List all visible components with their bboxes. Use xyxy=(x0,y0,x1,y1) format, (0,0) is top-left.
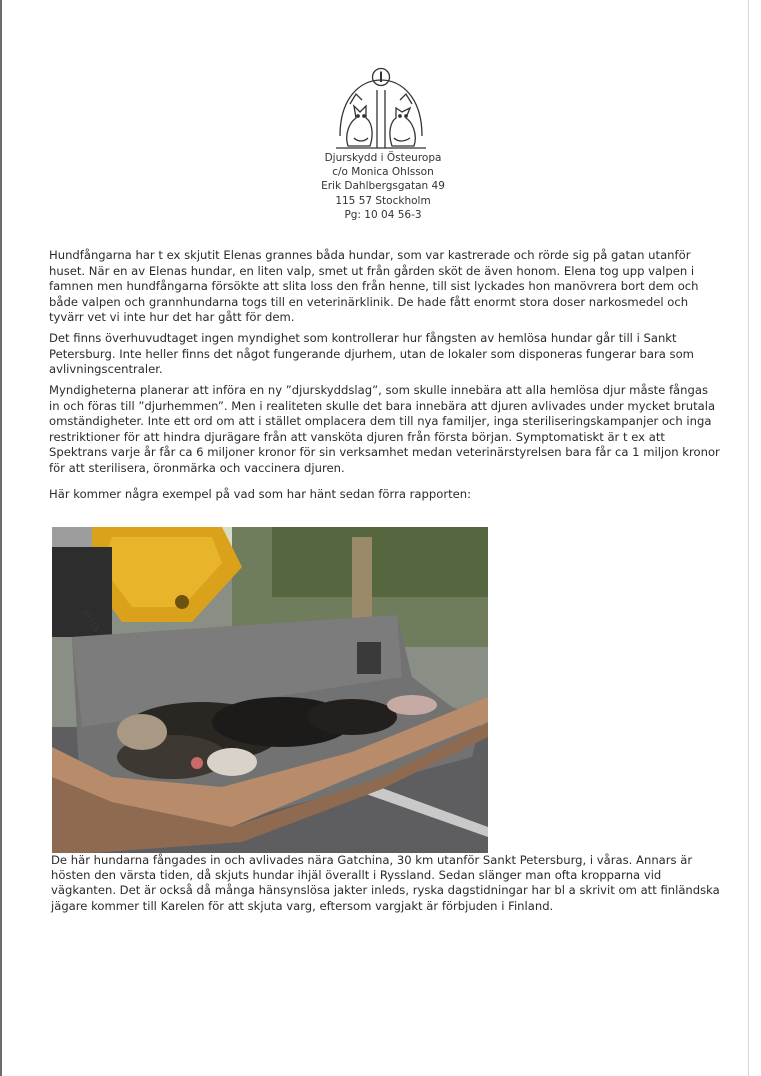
photo-loader-bucket xyxy=(52,527,488,853)
page-edge xyxy=(0,0,2,1076)
paragraph-no-authority: Det finns överhuvudtaget ingen myndighet som kontrollerar hur fångsten av hemlösa hundar går till i Sankt Petersburg. Inte heller finns det något fungerande djurhem, utan de lokaler som disponeras fungerar bara som avlivningscentraler. xyxy=(49,331,694,377)
photo-caption: De här hundarna fångades in och avlivades nära Gatchina, 30 km utanför Sankt Petersburg, i våras. Annars är hösten den värsta tiden, då skjuts hundar ihjäl överallt i Ryssland. Sedan slänger man ofta kropparna vid vägkanten. Det är också då många hänsynslösa jakter inleds, ryska dagstidningar har bl a skrivit om att finländska jägare kommer till Karelen för att skjuta varg, eftersom vargjakt är förbjuden i Finland. xyxy=(51,853,720,913)
giro-number: Pg: 10 04 56-3 xyxy=(344,208,422,221)
organization-logo xyxy=(330,66,432,154)
logo-graphic xyxy=(330,66,432,154)
paragraph-examples-intro: Här kommer några exempel på vad som har hänt sedan förra rapporten: xyxy=(49,487,472,501)
letterhead-address xyxy=(290,151,476,222)
street-address: Erik Dahlbergsgatan 49 xyxy=(321,180,445,193)
page-edge-right xyxy=(748,0,749,1076)
care-of-line: c/o Monica Ohlsson xyxy=(332,166,434,179)
organization-name: Djurskydd i Östeuropa xyxy=(324,152,442,164)
paragraph-dog-catchers: Hundfångarna har t ex skjutit Elenas grannes båda hundar, som var kastrerade och rörde sig på gatan utanför huset. När en av Elenas hundar, en liten valp, smet ut från gården sköt de även honom. Elena tog upp valpen i famnen men hundfångarna försökte att slita loss den från henne, till sist lyckades hon manövrera bort dem och både valpen och grannhundarna togs till en veterinärklinik. De hade fått enormt stora doser narkosmedel och tyvärr vet vi inte hur det har gått för dem. xyxy=(49,248,699,325)
postal-address: 115 57 Stockholm xyxy=(335,194,431,207)
paragraph-animal-law: Myndigheterna planerar att införa en ny ”djurskyddslag”, som skulle innebära att alla hemlösa djur måste fångas in och föras till ”djurhemmen”. Men i realiteten skulle det bara innebära att djuren avlivades under mycket brutala omständigheter. Inte ett ord om att i stället omplacera dem till nya familjer, inga steriliseringskampanjer och inga restriktioner för att hindra djurägare från att vansköta djuren från första början. Symptomatiskt är t ex att Spektrans varje år får ca 6 miljoner kronor för sin verksamhet medan veterinärstyrelsen bara får ca 1 miljon kronor för att sterilisera, öronmärka och vaccinera djuren. xyxy=(49,383,720,475)
